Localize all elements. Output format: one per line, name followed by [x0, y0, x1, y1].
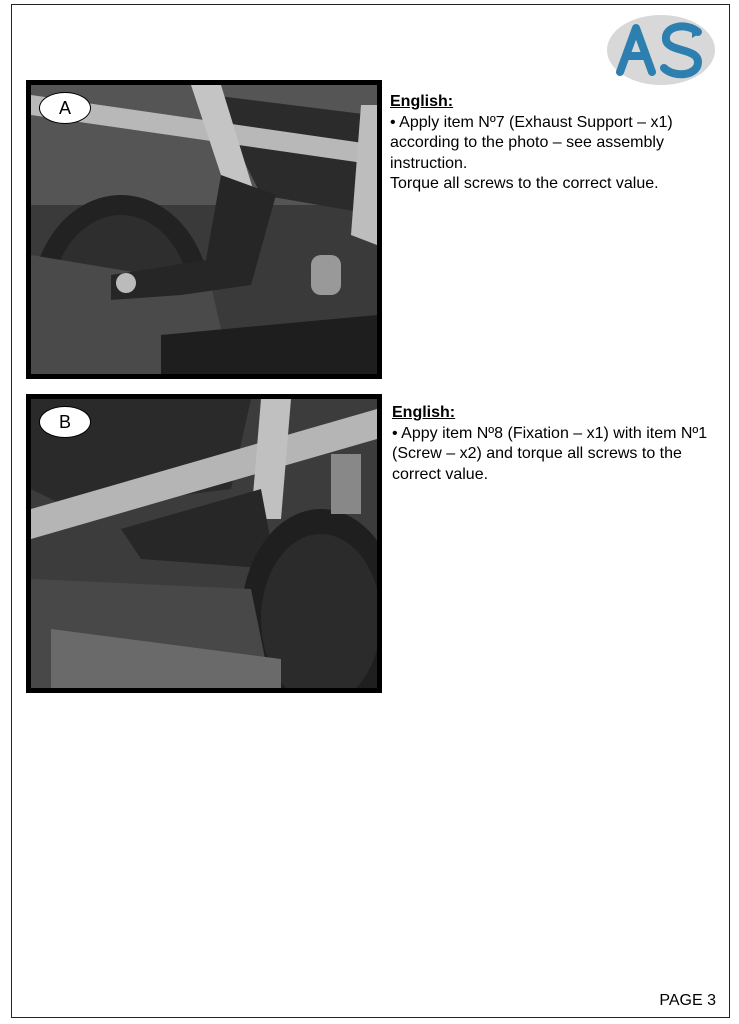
page-number: PAGE 3: [659, 992, 716, 1009]
language-heading: English:: [390, 93, 454, 110]
instruction-line: • Appy item Nº8 (Fixation – x1) with item Nº1 (Screw – x2) and torque all screws to the correct value.: [392, 424, 708, 483]
photo-step-a: [26, 80, 382, 379]
step-a-text: [390, 92, 720, 195]
photo-step-b: [26, 394, 382, 693]
step-badge: B: [39, 406, 91, 438]
instruction-line: Torque all screws to the correct value.: [390, 175, 659, 192]
as-logo: [606, 14, 716, 86]
step-b-text: [392, 403, 722, 485]
instruction-line: • Apply item Nº7 (Exhaust Support – x1) according to the photo – see assembly instruction.: [390, 113, 673, 172]
language-heading: English:: [392, 404, 456, 421]
step-badge: A: [39, 92, 91, 124]
